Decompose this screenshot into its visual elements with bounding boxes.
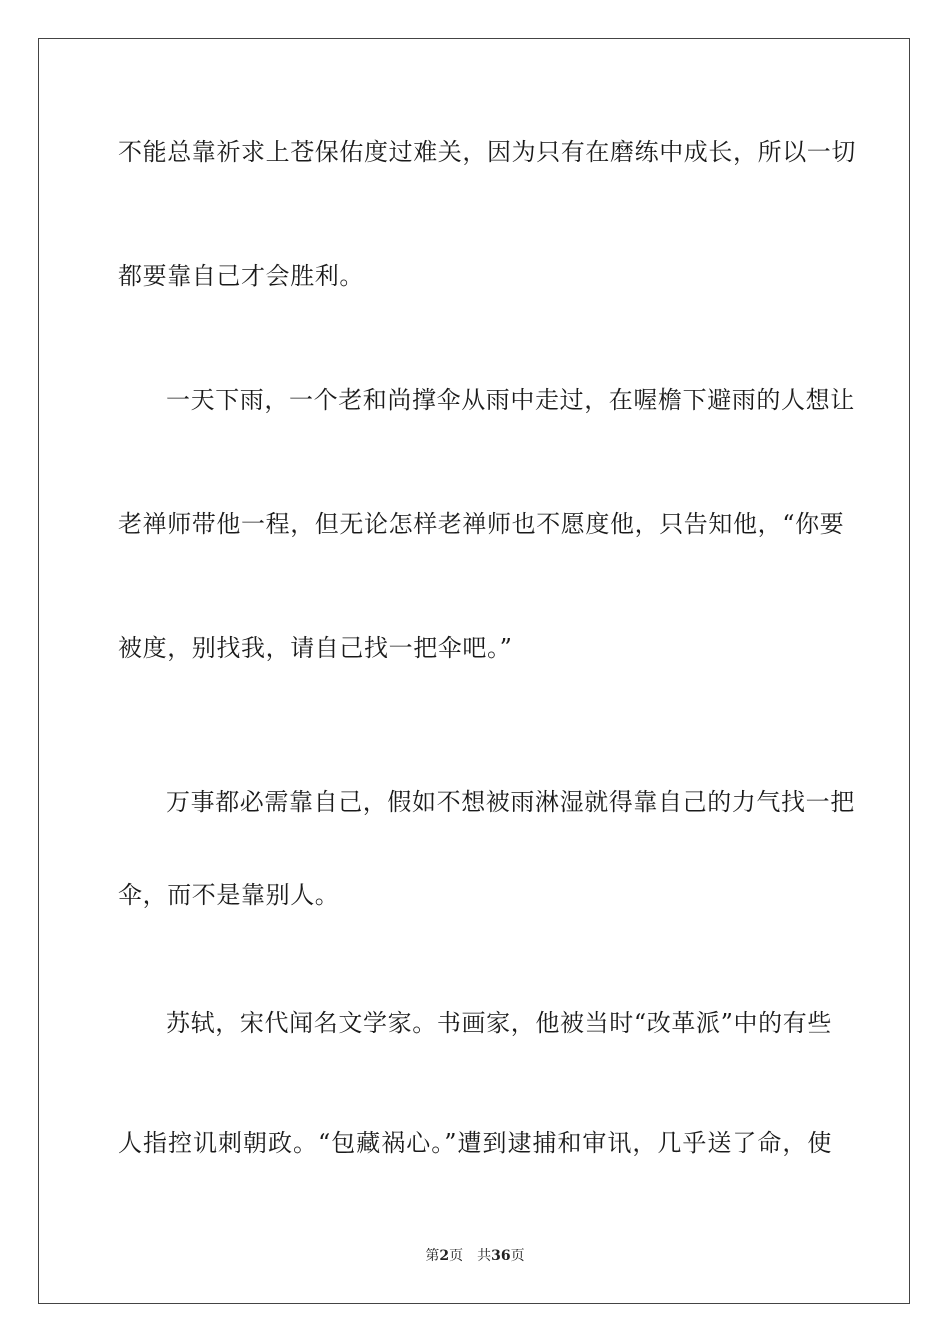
text-line-7: 伞，而不是靠别人。: [118, 881, 340, 909]
text-line-6: 万事都必需靠自己，假如不想被雨淋湿就得靠自己的力气找一把: [166, 788, 855, 816]
page-number: 2: [439, 1248, 450, 1264]
text-line-9: 人指控讥刺朝政。“包藏祸心。”遭到逮捕和审讯，几乎送了命，使: [118, 1129, 832, 1157]
total-prefix: 共: [477, 1248, 492, 1264]
text-line-3: 一天下雨，一个老和尚撑伞从雨中走过，在喔檐下避雨的人想让: [166, 386, 855, 414]
text-line-5: 被度，别找我，请自己找一把伞吧。”: [118, 634, 513, 662]
page-footer: [0, 1246, 950, 1266]
text-line-2: 都要靠自己才会胜利。: [118, 262, 364, 290]
page-prefix: 第: [425, 1248, 440, 1264]
page-border: [38, 38, 910, 1304]
page-suffix: 页: [449, 1248, 464, 1264]
total-pages: 36: [491, 1248, 511, 1264]
text-line-4: 老禅师带他一程，但无论怎样老禅师也不愿度他，只告知他，“你要: [118, 510, 845, 538]
text-line-1: 不能总靠祈求上苍保佑度过难关，因为只有在磨练中成长，所以一切: [118, 138, 856, 166]
total-suffix: 页: [510, 1248, 525, 1264]
text-line-8: 苏轼，宋代闻名文学家。书画家，他被当时“改革派”中的有些: [166, 1009, 832, 1037]
